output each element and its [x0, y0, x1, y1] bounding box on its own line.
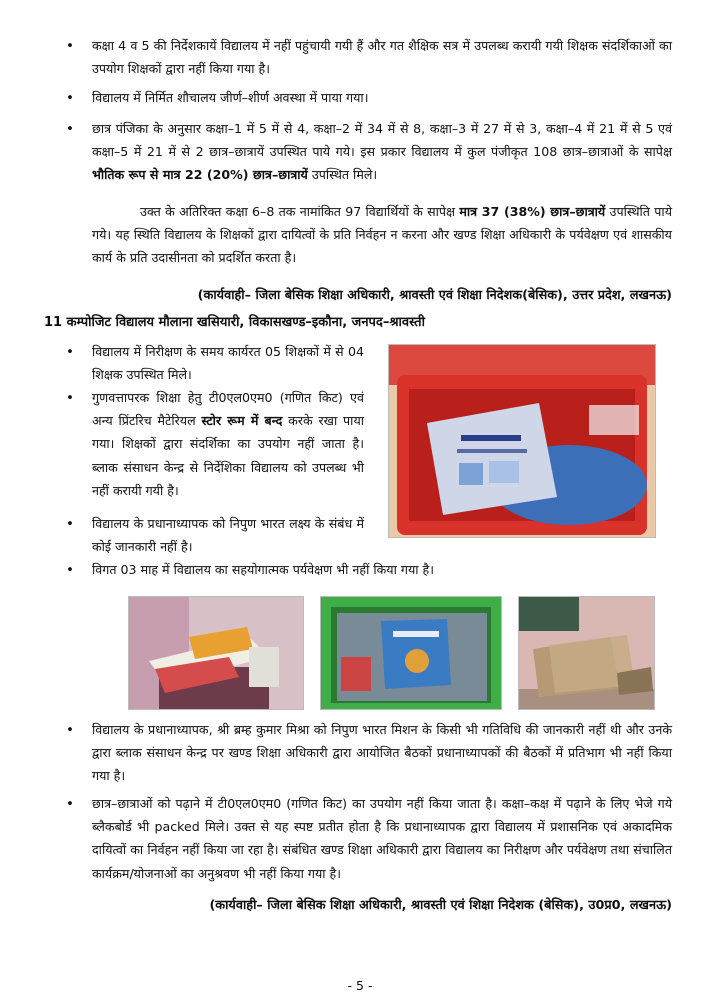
- bullet-marker: •: [66, 344, 74, 360]
- emphasis-text: मात्र 37 (38%) छात्र–छात्रायें: [459, 204, 606, 219]
- text-paragraph: छात्र–छात्राओं को पढ़ाने में टी0एल0एम0 (गणित किट) का उपयोग नहीं किया जाता है। कक्षा–कक्ष में पढ़ाने के लिए भेजे गये ब्लैकबोर्ड भी packed मिले। उक्त से यह स्पष्ट प्रतीत होता है कि प्रधानाध्यापक द्वारा विद्यालय में प्रशासनिक एवं अकादमिक दायित्वों का निर्वहन नहीं किया जा रहा है। संबंधित खण्ड शिक्षा अधिकारी द्वारा विद्यालय का निरीक्षण और पर्यवेक्षण तथा संचालित कार्यक्रम/योजनाओं का अनुश्रवण भी नहीं किया गया है।: [92, 796, 672, 881]
- kit-box-photo: [388, 344, 656, 538]
- bullet-marker: •: [66, 562, 74, 578]
- blackboards-photo: [518, 596, 655, 710]
- bullet-marker: •: [66, 722, 74, 738]
- text-paragraph: छात्र पंजिका के अनुसार कक्षा–1 में 5 में से 4, कक्षा–2 में 34 में से 8, कक्षा–3 में 27 में से 3, कक्षा–4 में 21 में से 5 एवं कक्षा–5 में 21 में से 2 छात्र–छात्रायें उपस्थित पाये गये। इस प्रकार विद्यालय में कुल पंजीकृत 108 छात्र–छात्राओं के सापेक्ष भौतिक रूप से मात्र 22 (20%) छात्र–छात्रायें उपस्थित मिले।: [92, 121, 672, 183]
- action-line: (कार्यवाही– जिला बेसिक शिक्षा अधिकारी, श्रावस्ती एवं शिक्षा निदेशक (बेसिक), उ0प्र0, लखनऊ): [209, 898, 672, 913]
- emphasis-text: स्टोर रूम में बन्द: [201, 413, 283, 429]
- text-paragraph: विगत 03 माह में विद्यालय का सहयोगात्मक पर्यवेक्षण भी नहीं किया गया है।: [92, 562, 434, 577]
- text-paragraph: विद्यालय के प्रधानाध्यापक, श्री ब्रम्ह कुमार मिश्रा को निपुण भारत मिशन के किसी भी गतिविधि की जानकारी नहीं थी और उनके द्वारा ब्लाक संसाधन केन्द्र पर खण्ड शिक्षा अधिकारी द्वारा आयोजित बैठकों प्रधानाध्यापकों की बैठकों में प्रतिभाग भी नहीं किया गया है।: [92, 722, 672, 784]
- bullet-marker: •: [66, 390, 74, 406]
- page-number: - 5 -: [347, 978, 373, 993]
- text-paragraph: विद्यालय के प्रधानाध्यापक को निपुण भारत लक्ष्य के संबंध में कोई जानकारी नहीं है।: [92, 516, 364, 555]
- books-pile-photo: [128, 596, 304, 710]
- text-paragraph: विद्यालय में निर्मित शौचालय जीर्ण–शीर्ण अवस्था में पाया गया।: [92, 90, 369, 105]
- text-paragraph: विद्यालय में निरीक्षण के समय कार्यरत 05 शिक्षकों में से 04 शिक्षक उपस्थित मिले।: [92, 344, 364, 383]
- bullet-marker: •: [66, 516, 74, 532]
- bullet-marker: •: [66, 796, 74, 812]
- emphasis-text: भौतिक रूप से मात्र 22 (20%) छात्र–छात्रायें: [92, 167, 308, 183]
- action-line: (कार्यवाही– जिला बेसिक शिक्षा अधिकारी, श्रावस्ती एवं शिक्षा निदेशक(बेसिक), उत्तर प्रदेश, लखनऊ): [197, 288, 672, 303]
- text-paragraph: कक्षा 4 व 5 की निर्देशकायें विद्यालय में नहीं पहुंचायी गयी हैं और गत शैक्षिक सत्र में उपलब्ध करायी गयी शिक्षक संदर्शिकाओं का उपयोग शिक्षकों द्वारा नहीं किया गया है।: [92, 38, 672, 77]
- bullet-marker: •: [66, 38, 74, 54]
- text-paragraph: उक्त के अतिरिक्त कक्षा 6–8 तक नामांकित 97 विद्यार्थियों के सापेक्ष मात्र 37 (38%) छात्र–छात्रायें उपस्थिति पाये गये। यह स्थिति विद्यालय के शिक्षकों द्वारा दायित्वों के प्रति निर्वहन न करना और खण्ड शिक्षा अधिकारी के पर्यवेक्षण एवं शासकीय कार्य के प्रति उदासीनता को प्रदर्शित करता है।: [92, 204, 672, 266]
- bullet-marker: •: [66, 121, 74, 137]
- bullet-marker: •: [66, 90, 74, 106]
- text-paragraph: गुणवत्तापरक शिक्षा हेतु टी0एल0एम0 (गणित किट) एवं अन्य प्रिंटरिच मैटेरियल स्टोर रूम में बन्द करके रखा पाया गया। शिक्षकों द्वारा संदर्शिका का उपयोग नहीं जाता है। ब्लाक संसाधन केन्द्र से निर्देशिका विद्यालय को उपलब्ध भी नहीं करायी गयी है।: [92, 390, 365, 498]
- green-box-books-photo: [320, 596, 502, 710]
- school-heading: 11 कम्पोजिट विद्यालय मौलाना खसियारी, विकासखण्ड–इकौना, जनपद–श्रावस्ती: [44, 315, 425, 330]
